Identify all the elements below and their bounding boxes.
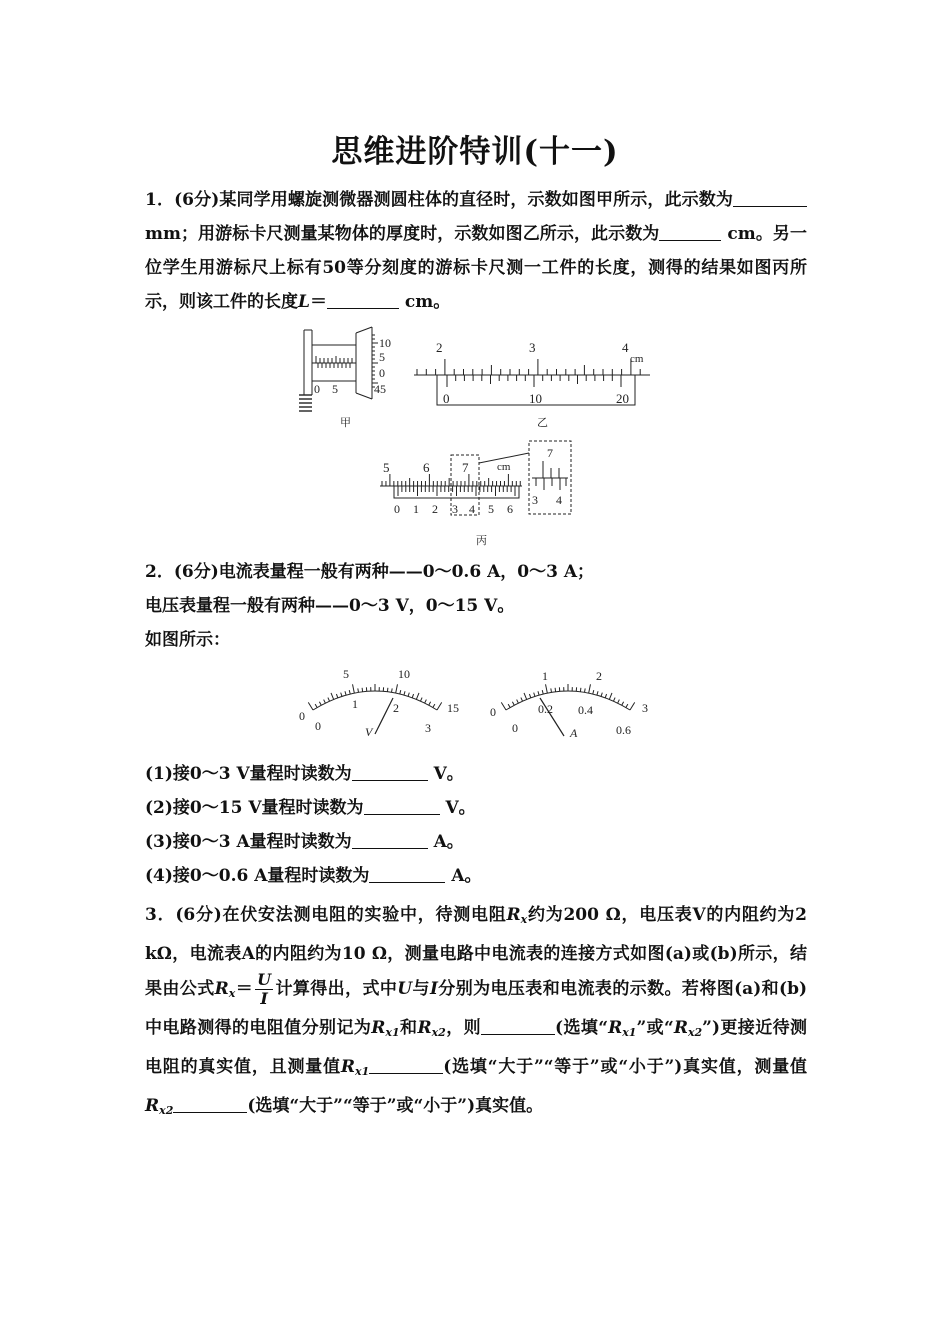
- voltmeter-tick: [396, 684, 398, 693]
- q3-Rx1: R: [371, 1018, 386, 1038]
- bing-vernier-3: 3: [452, 502, 458, 516]
- voltmeter-tick: [400, 690, 401, 694]
- q3-text-7: (选填“: [555, 1018, 609, 1038]
- voltmeter-outer-0: 0: [299, 709, 305, 723]
- q2-item-4: [145, 859, 807, 893]
- yi-vernier-10: 10: [529, 391, 542, 406]
- voltmeter-outer-5: 5: [343, 667, 349, 681]
- ammeter-outer-0: 0: [490, 705, 496, 719]
- yi-main-3: 3: [529, 340, 536, 355]
- q2-item-2-suffix: V。: [445, 798, 476, 818]
- voltmeter-tick: [416, 693, 419, 699]
- q3-meas-sub-x1: x1: [355, 1065, 370, 1078]
- q2-item-3-prefix: (3)接0～3 A量程时读数为: [145, 832, 352, 852]
- vernier-caliper-yi-figure: [412, 335, 652, 430]
- voltmeter-tick: [420, 698, 422, 702]
- ammeter-outer-3: 3: [642, 701, 648, 715]
- voltmeter-dial: [295, 664, 465, 744]
- ammeter-tick: [589, 684, 591, 693]
- q3-blank-3[interactable]: [173, 1095, 247, 1113]
- voltmeter-inner-2: 2: [393, 701, 399, 715]
- q3-text-3: 计算得出，式中: [275, 979, 398, 999]
- vernier-caliper-bing-figure: [378, 438, 574, 550]
- q1-unit-c: cm。: [404, 292, 451, 312]
- micrometer-figure: [296, 325, 400, 430]
- q3-sub-x2: x2: [431, 1026, 446, 1039]
- q3-blank-1[interactable]: [481, 1017, 555, 1035]
- ammeter-inner-0-2: 0.2: [538, 702, 553, 716]
- q2-item-1: [145, 757, 807, 791]
- q1-number: 1．: [145, 190, 175, 210]
- ammeter-inner-0-4: 0.4: [578, 703, 593, 717]
- voltmeter-outer-10: 10: [398, 667, 410, 681]
- q3-Rx2: R: [417, 1018, 432, 1038]
- q1-eq: ＝: [309, 292, 327, 312]
- q3-U: U: [397, 979, 413, 999]
- q2-line-2: 电压表量程一般有两种——0～3 V，0～15 V。: [145, 596, 515, 616]
- ammeter-symbol: A: [570, 726, 578, 740]
- q1-text-a: 某同学用螺旋测微器测圆柱体的直径时，示数如图甲所示，此示数为: [219, 190, 733, 210]
- q1-blank-2[interactable]: [659, 223, 721, 241]
- voltmeter-inner-3: 3: [425, 721, 431, 735]
- q2-item-3-blank[interactable]: [352, 831, 428, 849]
- q1-blank-1[interactable]: [733, 189, 807, 207]
- q3-opt-Rx2: R: [673, 1018, 688, 1038]
- ammeter-tick: [517, 700, 519, 704]
- page-title: 思维进阶特训(十一): [331, 134, 619, 170]
- ammeter-tick: [613, 698, 615, 702]
- q3-text-8: ”)更接近待测电阻的真实值，且测量值: [145, 1018, 808, 1077]
- question-3: [145, 898, 807, 1128]
- voltmeter-tick: [315, 704, 317, 707]
- ammeter-tick: [605, 694, 606, 698]
- voltmeter-tick: [437, 702, 442, 710]
- q1-unit-a: mm；用游标卡尺测量某物体的厚度时，示数如图乙所示，此示数为: [145, 224, 660, 244]
- yi-vernier-20: 20: [616, 391, 629, 406]
- ammeter-inner-0: 0: [512, 721, 518, 735]
- micrometer-thimble-0: 0: [379, 366, 385, 380]
- q2-item-2-prefix: (2)接0～15 V量程时读数为: [145, 798, 364, 818]
- voltmeter-outer-15: 15: [447, 701, 459, 715]
- bing-zoom-main-7: 7: [547, 446, 553, 460]
- q2-score: (6分): [173, 562, 219, 582]
- ammeter-tick: [593, 690, 594, 694]
- voltmeter-tick: [345, 691, 346, 695]
- q3-sub-x: x: [520, 913, 528, 926]
- ammeter-tick: [609, 693, 612, 699]
- voltmeter-tick: [412, 694, 413, 698]
- ammeter-tick: [529, 694, 530, 698]
- figure-label-bing: 丙: [476, 535, 487, 547]
- ammeter-tick: [601, 693, 602, 697]
- q3-number: 3．: [145, 905, 176, 925]
- voltmeter-tick: [408, 693, 409, 697]
- q2-number: 2．: [145, 562, 174, 582]
- ammeter-tick: [585, 688, 586, 692]
- q3-opt-Rx1: R: [608, 1018, 623, 1038]
- voltmeter-symbol: V: [365, 725, 373, 739]
- voltmeter-tick: [319, 702, 321, 706]
- ammeter-tick: [630, 702, 635, 710]
- voltmeter-tick: [336, 694, 337, 698]
- q3-text-6: ，则: [445, 1018, 482, 1038]
- yi-main-2: 2: [436, 340, 443, 355]
- q2-item-3: [145, 825, 807, 859]
- yi-unit: cm: [630, 353, 644, 365]
- bing-vernier-0: 0: [394, 502, 400, 516]
- ammeter-tick: [551, 688, 552, 692]
- q3-text-10: (选填“大于”“等于”或“小于”)真实值。: [247, 1096, 544, 1116]
- q2-item-4-blank[interactable]: [369, 865, 445, 883]
- q3-score: (6分): [175, 905, 222, 925]
- bing-main-6: 6: [423, 460, 430, 475]
- ammeter-tick: [542, 690, 543, 694]
- ammeter-dial: [488, 664, 658, 744]
- bing-vernier-1: 1: [413, 502, 419, 516]
- q2-item-1-suffix: V。: [433, 764, 464, 784]
- ammeter-tick: [508, 704, 510, 707]
- bing-unit: cm: [497, 461, 511, 473]
- q3-opt-sub-x1: x1: [622, 1026, 637, 1039]
- voltmeter-tick: [308, 702, 313, 710]
- q2-item-4-prefix: (4)接0～0.6 A量程时读数为: [145, 866, 370, 886]
- q3-text-2: 约为200 Ω，电压表V的内阻约为2 kΩ，电流表A的内阻约为10 Ω，测量电路中电流表的连接方式如图(a)或(b)所示，结果由公式: [145, 905, 807, 999]
- voltmeter-tick: [353, 684, 355, 693]
- q2-line-1: 电流表量程一般有两种——0～0.6 A，0～3 A；: [218, 562, 595, 582]
- figure-label-yi: 乙: [537, 417, 548, 429]
- ammeter-tick: [512, 702, 514, 706]
- bing-main-5: 5: [383, 460, 390, 475]
- bing-zoom-vernier-3: 3: [532, 493, 538, 507]
- bing-vernier-4: 4: [469, 502, 475, 516]
- micrometer-sleeve-0: 0: [314, 382, 320, 396]
- q2-item-4-suffix: A。: [451, 866, 482, 886]
- q3-huo: ”或“: [636, 1018, 674, 1038]
- q1-var-L: L: [298, 292, 310, 312]
- voltmeter-inner-1: 1: [352, 697, 358, 711]
- q3-opt-sub-x2: x2: [687, 1026, 703, 1039]
- q2-item-1-prefix: (1)接0～3 V量程时读数为: [145, 764, 352, 784]
- q3-text-4: 与: [412, 979, 430, 999]
- ammeter-inner-0-6: 0.6: [616, 723, 631, 737]
- micrometer-thimble-10: 10: [379, 336, 391, 350]
- question-2: [145, 555, 807, 657]
- micrometer-thimble-45: 45: [374, 382, 386, 396]
- ammeter-tick: [524, 693, 527, 699]
- ammeter-tick: [626, 704, 628, 707]
- yi-main-4: 4: [622, 340, 629, 355]
- ammeter-tick: [618, 700, 620, 704]
- q3-text-5: 分别为电压表和电流表的示数。若将图(a)和(b)中电路测得的电阻值分别记为: [145, 979, 808, 1038]
- voltmeter-tick: [358, 688, 359, 692]
- bing-vernier-5: 5: [488, 502, 494, 516]
- ammeter-tick: [597, 691, 598, 695]
- bing-vernier-2: 2: [432, 502, 438, 516]
- q3-R: R: [506, 905, 521, 925]
- ammeter-tick: [521, 698, 523, 702]
- q2-line-3: 如图所示：: [145, 630, 230, 650]
- yi-vernier-0: 0: [443, 391, 450, 406]
- q1-unit-b: cm。另一位学生用游标尺上标有50等分刻度的游标卡尺测一工件的长度，测得的结果如图丙所示，则该工件的长度: [145, 224, 808, 312]
- q3-eq: ＝: [235, 979, 254, 999]
- voltmeter-tick: [349, 690, 350, 694]
- voltmeter-tick: [324, 700, 326, 704]
- ammeter-tick: [534, 693, 535, 697]
- ammeter-tick: [546, 684, 548, 693]
- q2-item-1-blank[interactable]: [352, 763, 428, 781]
- ammeter-outer-2: 2: [596, 669, 602, 683]
- q3-meas-Rx1: R: [340, 1057, 356, 1077]
- voltmeter-tick: [392, 688, 393, 692]
- micrometer-sleeve-5: 5: [332, 382, 338, 396]
- voltmeter-tick: [425, 700, 427, 704]
- ammeter-tick: [622, 702, 624, 706]
- figure-label-jia: 甲: [340, 417, 351, 429]
- q3-he: 和: [399, 1018, 418, 1038]
- q3-sub-x1: x1: [385, 1026, 400, 1039]
- bing-vernier-6: 6: [507, 502, 513, 516]
- voltmeter-inner-0: 0: [315, 719, 321, 733]
- ammeter-tick: [501, 702, 506, 710]
- voltmeter-tick: [328, 698, 330, 702]
- q3-fraction-U: U: [257, 970, 272, 989]
- q3-blank-2[interactable]: [369, 1056, 443, 1074]
- q1-blank-3[interactable]: [327, 291, 399, 309]
- bing-main-7: 7: [462, 460, 469, 475]
- q3-text-9: (选填“大于”“等于”或“小于”)真实值，测量值: [443, 1057, 808, 1077]
- q1-score: (6分): [174, 190, 220, 210]
- q3-text-1: 在伏安法测电阻的实验中，待测电阻: [221, 905, 507, 925]
- ammeter-tick: [538, 691, 539, 695]
- voltmeter-tick: [429, 702, 431, 706]
- question-1: [145, 183, 807, 319]
- voltmeter-tick: [331, 693, 334, 699]
- voltmeter-tick: [341, 693, 342, 697]
- ammeter-outer-1: 1: [542, 669, 548, 683]
- voltmeter-tick: [404, 691, 405, 695]
- q3-meas-sub-x2: x2: [159, 1104, 174, 1117]
- q3-fraction-I: I: [260, 989, 268, 1008]
- q2-item-2: [145, 791, 807, 825]
- q2-item-3-suffix: A。: [433, 832, 464, 852]
- voltmeter-tick: [433, 704, 435, 707]
- bing-zoom-vernier-4: 4: [556, 493, 562, 507]
- q3-sub-x-formula: x: [228, 987, 236, 1000]
- q3-fraction: [255, 971, 273, 1008]
- q2-items: [145, 757, 807, 893]
- q2-item-2-blank[interactable]: [364, 797, 440, 815]
- q3-I: I: [429, 979, 438, 999]
- q3-meas-Rx2: R: [145, 1096, 160, 1116]
- q3-R-formula: R: [214, 979, 229, 999]
- micrometer-thimble-5: 5: [379, 350, 385, 364]
